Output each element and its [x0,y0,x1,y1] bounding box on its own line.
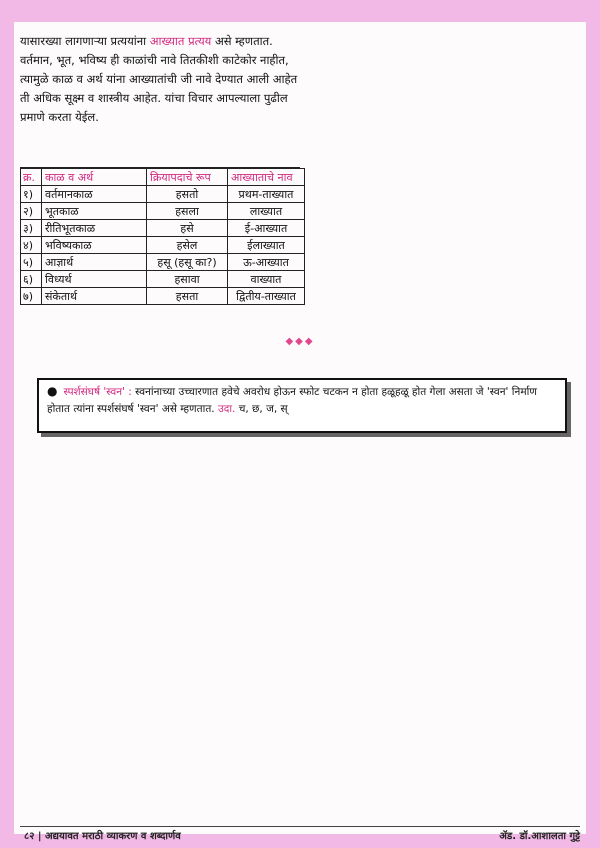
definition-term: स्पर्शसंघर्ष 'स्वन' : [63,386,132,398]
table-cell: ६) [21,271,42,288]
table-cell: २) [21,203,42,220]
table-cell: ५) [21,254,42,271]
table-cell: वाख्यात [228,271,305,288]
table-cell: हसेल [147,237,228,254]
table-cell: ३) [21,220,42,237]
table-cell: भविष्यकाळ [42,237,147,254]
table-row [21,288,305,305]
table-cell: संकेतार्थ [42,288,147,305]
column-header: क्रियापदाचे रूप [147,169,228,186]
table-row [21,203,305,220]
table-cell: भूतकाळ [42,203,147,220]
table-cell: प्रथम-ताख्यात [228,186,305,203]
section-ornament: ◆◆◆ [285,336,315,347]
table-cell: हसतो [147,186,228,203]
definition-box [37,378,567,433]
definition-text: स्वनांनाच्या उच्चारणात हवेचे अवरोध होऊन स्फोट चटकन न होता हळूहळू होत गेला असता जे 'स्वन' निर्माण होतात त्यांना स्पर्शसंघर्ष 'स्वन' असे म्हणतात. [47,386,537,415]
example-text: च, छ, ज, स् [235,403,288,415]
table-cell: ईलाख्यात [228,237,305,254]
table-cell: १) [21,186,42,203]
table-row [21,254,305,271]
table-row [21,271,305,288]
column-header: क्र. [21,169,42,186]
column-header: काळ व अर्थ [42,169,147,186]
table-cell: विध्यर्थ [42,271,147,288]
table-cell: लाख्यात [228,203,305,220]
column-header: आख्याताचे नाव [228,169,305,186]
page [14,22,586,842]
table-cell: रीतिभूतकाळ [42,220,147,237]
table-cell: ४) [21,237,42,254]
footer-author: ॲड. डॉ.आशालता गुट्टे [499,831,580,842]
tense-mood-table [20,168,305,305]
table-body [21,186,305,305]
table-cell: हसावा [147,271,228,288]
bullet-icon: ● [47,384,58,398]
table-cell: ७) [21,288,42,305]
table-row [21,220,305,237]
table-cell: द्वितीय-ताख्यात [228,288,305,305]
intro-text [20,32,298,127]
table-cell: आज्ञार्थ [42,254,147,271]
highlight-term: आख्यात प्रत्यय [149,34,212,48]
table-row [21,186,305,203]
table-cell: हसता [147,288,228,305]
footer-book-title: ८२ | अद्ययावत मराठी व्याकरण व शब्दार्णव [24,831,181,842]
table-cell: हसला [147,203,228,220]
intro-paragraph-2: वर्तमान, भूत, भविष्य ही काळांची नावे तितकीशी काटेकोर नाहीत, त्यामुळे काळ व अर्थ यांना आख्यातांची जी नावे देण्यात आली आहेत ती अधिक सूक्ष्म व शास्त्रीय आहेत. यांचा विचार आपल्याला पुढील प्रमाणे करता येईल. [20,53,298,124]
table-header-row [21,169,305,186]
table-row [21,237,305,254]
table-cell: ई-आख्यात [228,220,305,237]
example-label: उदा. [217,403,236,415]
table-cell: वर्तमानकाळ [42,186,147,203]
intro-paragraph-1: यासारख्या लागणाऱ्या प्रत्ययांना आख्यात प्रत्यय असे म्हणतात. [20,34,273,48]
table-cell: ऊ-आख्यात [228,254,305,271]
table-cell: हसे [147,220,228,237]
footer-rule [20,826,580,827]
table-cell: हसू (हसू का?) [147,254,228,271]
